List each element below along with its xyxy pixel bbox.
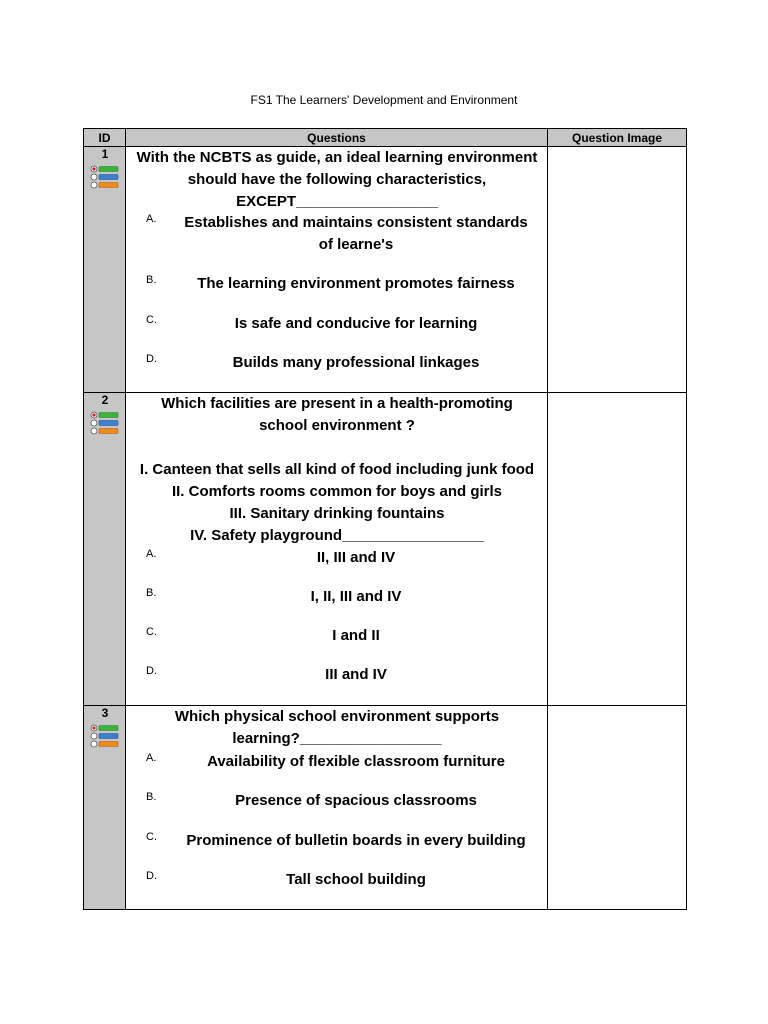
option-letter: A.: [146, 213, 157, 225]
question-id: 3: [101, 706, 109, 720]
option-letter: A.: [146, 752, 157, 764]
id-cell: [84, 147, 126, 393]
question-stem: [126, 147, 548, 213]
table-row: [84, 147, 687, 393]
option-text: Presence of spacious classrooms: [235, 792, 477, 809]
option-text: Establishes and maintains consistent standards of learne's: [184, 214, 528, 253]
option-text: Tall school building: [286, 871, 426, 888]
option-letter: C.: [146, 831, 157, 843]
multiple-choice-icon: [90, 165, 120, 191]
questions-table: [83, 128, 687, 910]
header-id: ID: [84, 129, 126, 147]
option-text: I and II: [332, 627, 380, 644]
stem-line: EXCEPT_________________: [236, 193, 438, 210]
question-cell: [126, 393, 548, 706]
option-letter: D.: [146, 665, 157, 677]
id-cell: [84, 393, 126, 706]
stem-line: With the NCBTS as guide, an ideal learning environment: [136, 149, 538, 166]
multiple-choice-icon: [90, 724, 120, 750]
table-header-row: [84, 129, 687, 147]
option-text: II, III and IV: [316, 549, 396, 566]
option-text: Availability of flexible classroom furniture: [207, 753, 505, 770]
option-text: Prominence of bulletin boards in every building: [186, 832, 526, 849]
option-text: Is safe and conducive for learning: [234, 315, 478, 332]
header-questions: Questions: [126, 129, 548, 147]
option-text: I, II, III and IV: [310, 588, 402, 605]
question-id: 2: [101, 393, 109, 407]
question-cell: [126, 706, 548, 910]
option-letter: D.: [146, 353, 157, 365]
question-stem: Which facilities are present in a health-promoting school environment ? I. Canteen that sells all kind of food including junk food II. Comforts rooms common for boys and girls III. Sanitary drinking fountains IV. Safety playground_________________: [139, 395, 535, 544]
table-row: [84, 393, 687, 706]
question-image-cell: [548, 706, 687, 910]
question-id: 1: [101, 147, 109, 161]
question-image-cell: [548, 147, 687, 393]
question-cell: [126, 147, 548, 393]
option-letter: B.: [146, 791, 157, 803]
header-question-image: Question Image: [548, 129, 687, 147]
option-letter: B.: [146, 587, 157, 599]
question-image-cell: [548, 393, 687, 706]
stem-line: should have the following characteristics,: [187, 171, 487, 188]
option-letter: A.: [146, 548, 157, 560]
option-letter: D.: [146, 870, 157, 882]
option-text: Builds many professional linkages: [232, 354, 480, 371]
option-letter: C.: [146, 314, 157, 326]
id-cell: [84, 706, 126, 910]
option-letter: C.: [146, 626, 157, 638]
document-title: FS1 The Learners' Development and Environment: [250, 93, 518, 107]
option-letter: B.: [146, 274, 157, 286]
question-stem: Which physical school environment supports learning?_________________: [174, 708, 500, 747]
table-row: [84, 706, 687, 910]
multiple-choice-icon: [90, 411, 120, 437]
option-text: III and IV: [325, 666, 387, 683]
option-text: The learning environment promotes fairness: [197, 275, 515, 292]
